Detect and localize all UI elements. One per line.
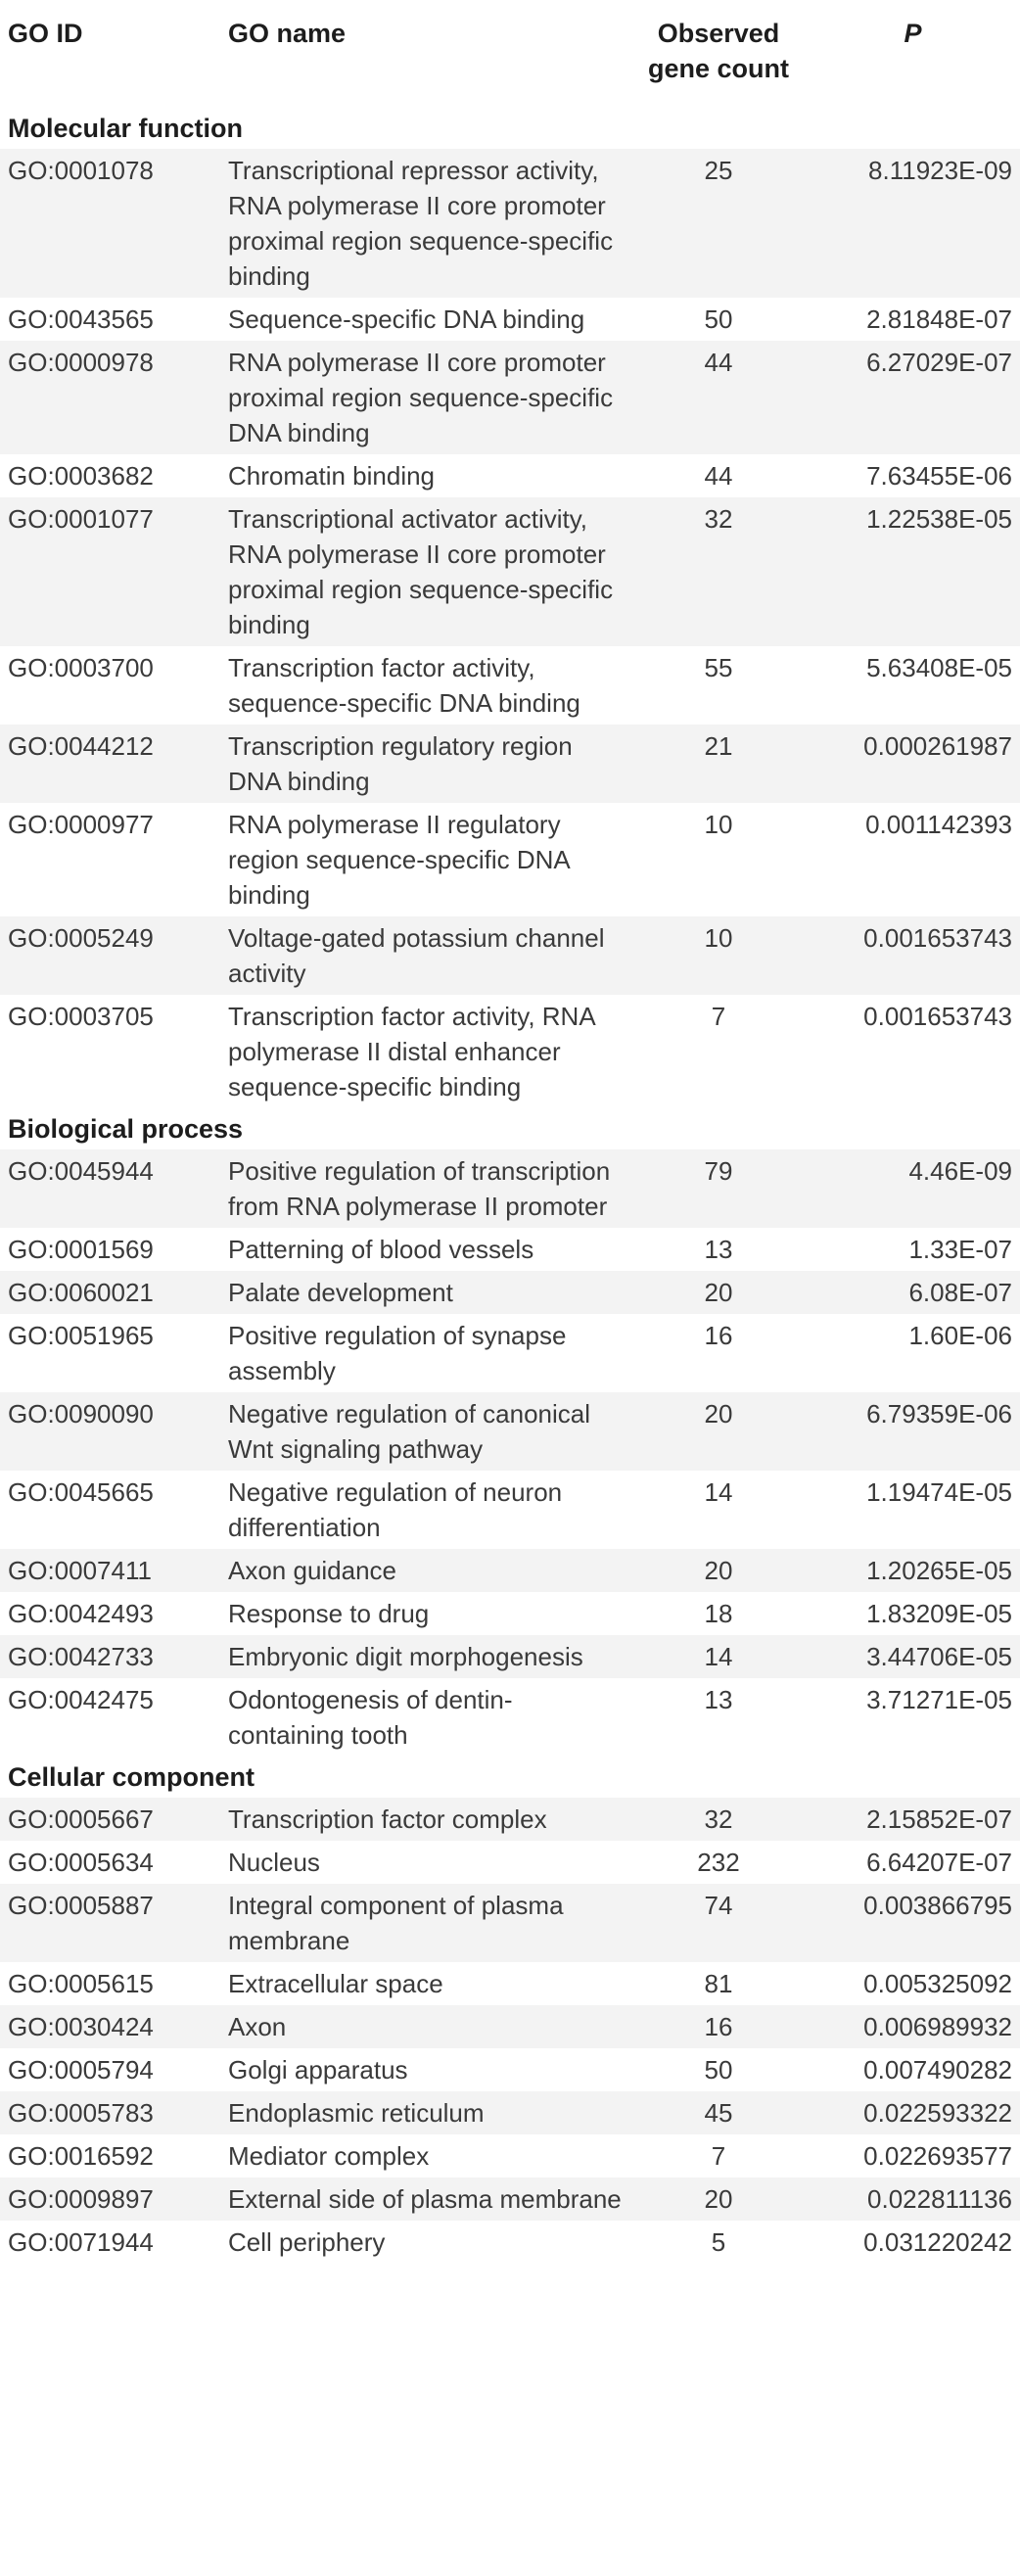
p-value-cell: 1.19474E-05 (806, 1471, 1020, 1549)
go-name-cell: Integral component of plasma membrane (220, 1884, 631, 1962)
p-value-cell: 6.64207E-07 (806, 1841, 1020, 1884)
go-name-cell: Extracellular space (220, 1962, 631, 2005)
table-row (0, 2091, 1020, 2134)
table-row (0, 2178, 1020, 2221)
go-name-cell: Transcription factor activity, RNA polymerase II distal enhancer sequence-specific binding (220, 995, 631, 1108)
table-row (0, 1271, 1020, 1314)
table-row (0, 497, 1020, 646)
table-header (0, 0, 1020, 108)
gene-count-cell: 7 (631, 2134, 806, 2178)
go-name-cell: Axon guidance (220, 1549, 631, 1592)
table-row (0, 2221, 1020, 2264)
table-row (0, 1471, 1020, 1549)
p-value-cell: 1.22538E-05 (806, 497, 1020, 646)
gene-count-cell: 55 (631, 646, 806, 725)
go-name-cell: RNA polymerase II core promoter proximal region sequence-specific DNA binding (220, 341, 631, 454)
gene-count-cell: 50 (631, 2048, 806, 2091)
go-id-cell: GO:0042733 (0, 1635, 220, 1678)
go-id-cell: GO:0005783 (0, 2091, 220, 2134)
table-row (0, 1228, 1020, 1271)
go-name-cell: Negative regulation of canonical Wnt signaling pathway (220, 1392, 631, 1471)
go-id-cell: GO:0007411 (0, 1549, 220, 1592)
table-row (0, 1392, 1020, 1471)
table-row (0, 1549, 1020, 1592)
section-header-row (0, 1756, 1020, 1798)
go-id-cell: GO:0051965 (0, 1314, 220, 1392)
go-name-cell: External side of plasma membrane (220, 2178, 631, 2221)
gene-count-cell: 7 (631, 995, 806, 1108)
go-name-cell: Golgi apparatus (220, 2048, 631, 2091)
p-value-cell: 6.79359E-06 (806, 1392, 1020, 1471)
gene-count-cell: 79 (631, 1149, 806, 1228)
table-row (0, 2005, 1020, 2048)
table-row (0, 1884, 1020, 1962)
gene-count-cell: 20 (631, 1271, 806, 1314)
gene-count-cell: 32 (631, 1798, 806, 1841)
table-row (0, 1592, 1020, 1635)
gene-count-cell: 5 (631, 2221, 806, 2264)
gene-count-cell: 44 (631, 341, 806, 454)
gene-count-cell: 50 (631, 298, 806, 341)
table-row (0, 1962, 1020, 2005)
go-name-cell: Sequence-specific DNA binding (220, 298, 631, 341)
gene-count-cell: 16 (631, 1314, 806, 1392)
go-id-cell: GO:0001077 (0, 497, 220, 646)
gene-count-cell: 13 (631, 1228, 806, 1271)
table-row (0, 725, 1020, 803)
p-value-cell: 1.33E-07 (806, 1228, 1020, 1271)
gene-count-cell: 45 (631, 2091, 806, 2134)
go-name-cell: Transcriptional repressor activity, RNA polymerase II core promoter proximal region sequence-specific binding (220, 149, 631, 298)
p-value-cell: 0.006989932 (806, 2005, 1020, 2048)
gene-count-cell: 14 (631, 1471, 806, 1549)
go-id-cell: GO:0000977 (0, 803, 220, 916)
p-value-cell: 1.83209E-05 (806, 1592, 1020, 1635)
p-value-cell: 7.63455E-06 (806, 454, 1020, 497)
gene-count-cell: 74 (631, 1884, 806, 1962)
table-row (0, 916, 1020, 995)
gene-count-cell: 21 (631, 725, 806, 803)
table-body (0, 108, 1020, 2264)
section-title: Molecular function (8, 114, 244, 143)
go-id-cell: GO:0045665 (0, 1471, 220, 1549)
p-value-cell: 0.003866795 (806, 1884, 1020, 1962)
p-value-cell: 6.08E-07 (806, 1271, 1020, 1314)
gene-count-cell: 16 (631, 2005, 806, 2048)
table-row (0, 1678, 1020, 1756)
table-row (0, 1635, 1020, 1678)
gene-count-cell: 20 (631, 1392, 806, 1471)
go-id-cell: GO:0003700 (0, 646, 220, 725)
gene-count-cell: 10 (631, 916, 806, 995)
table-row (0, 149, 1020, 298)
p-value-cell: 2.15852E-07 (806, 1798, 1020, 1841)
header-row (0, 0, 1020, 108)
go-name-cell: Positive regulation of transcription from RNA polymerase II promoter (220, 1149, 631, 1228)
p-value-cell: 0.000261987 (806, 725, 1020, 803)
gene-count-cell: 81 (631, 1962, 806, 2005)
go-id-cell: GO:0001078 (0, 149, 220, 298)
gene-count-cell: 20 (631, 2178, 806, 2221)
table-row (0, 454, 1020, 497)
p-value-cell: 0.001653743 (806, 916, 1020, 995)
p-value-cell: 0.005325092 (806, 1962, 1020, 2005)
gene-count-cell: 32 (631, 497, 806, 646)
p-value-cell: 0.007490282 (806, 2048, 1020, 2091)
gene-count-cell: 232 (631, 1841, 806, 1884)
go-id-cell: GO:0042475 (0, 1678, 220, 1756)
go-name-cell: Cell periphery (220, 2221, 631, 2264)
go-id-cell: GO:0003682 (0, 454, 220, 497)
go-id-cell: GO:0005634 (0, 1841, 220, 1884)
go-name-cell: Transcription factor activity, sequence-specific DNA binding (220, 646, 631, 725)
header-p-value: P (806, 0, 1020, 108)
header-go-id: GO ID (0, 0, 220, 108)
p-value-cell: 5.63408E-05 (806, 646, 1020, 725)
table-row (0, 1798, 1020, 1841)
table-row (0, 341, 1020, 454)
header-observed-label: Observed gene count (647, 19, 789, 83)
go-id-cell: GO:0043565 (0, 298, 220, 341)
section-header-row (0, 1108, 1020, 1149)
p-value-cell: 2.81848E-07 (806, 298, 1020, 341)
go-id-cell: GO:0042493 (0, 1592, 220, 1635)
go-id-cell: GO:0005667 (0, 1798, 220, 1841)
table-row (0, 803, 1020, 916)
p-value-cell: 1.60E-06 (806, 1314, 1020, 1392)
go-name-cell: Transcription factor complex (220, 1798, 631, 1841)
gene-count-cell: 20 (631, 1549, 806, 1592)
p-value-cell: 3.71271E-05 (806, 1678, 1020, 1756)
p-value-cell: 6.27029E-07 (806, 341, 1020, 454)
go-name-cell: Response to drug (220, 1592, 631, 1635)
p-value-cell: 0.022593322 (806, 2091, 1020, 2134)
go-id-cell: GO:0000978 (0, 341, 220, 454)
go-name-cell: Palate development (220, 1271, 631, 1314)
go-name-cell: Axon (220, 2005, 631, 2048)
table-row (0, 1314, 1020, 1392)
gene-count-cell: 14 (631, 1635, 806, 1678)
go-id-cell: GO:0030424 (0, 2005, 220, 2048)
section-header-row (0, 108, 1020, 149)
p-value-cell: 0.031220242 (806, 2221, 1020, 2264)
go-id-cell: GO:0003705 (0, 995, 220, 1108)
go-id-cell: GO:0009897 (0, 2178, 220, 2221)
go-id-cell: GO:0071944 (0, 2221, 220, 2264)
section-title: Cellular component (8, 1762, 255, 1792)
go-id-cell: GO:0005794 (0, 2048, 220, 2091)
go-id-cell: GO:0044212 (0, 725, 220, 803)
go-name-cell: RNA polymerase II regulatory region sequence-specific DNA binding (220, 803, 631, 916)
table-row (0, 2048, 1020, 2091)
gene-count-cell: 10 (631, 803, 806, 916)
p-value-cell: 0.001142393 (806, 803, 1020, 916)
go-id-cell: GO:0045944 (0, 1149, 220, 1228)
go-id-cell: GO:0005615 (0, 1962, 220, 2005)
gene-count-cell: 25 (631, 149, 806, 298)
go-name-cell: Negative regulation of neuron differentiation (220, 1471, 631, 1549)
go-name-cell: Embryonic digit morphogenesis (220, 1635, 631, 1678)
p-value-cell: 4.46E-09 (806, 1149, 1020, 1228)
table-row (0, 1841, 1020, 1884)
go-name-cell: Voltage-gated potassium channel activity (220, 916, 631, 995)
p-value-cell: 1.20265E-05 (806, 1549, 1020, 1592)
table-row (0, 2134, 1020, 2178)
header-go-name: GO name (220, 0, 631, 108)
gene-count-cell: 44 (631, 454, 806, 497)
go-name-cell: Transcription regulatory region DNA binding (220, 725, 631, 803)
go-id-cell: GO:0016592 (0, 2134, 220, 2178)
p-value-cell: 0.022693577 (806, 2134, 1020, 2178)
go-id-cell: GO:0060021 (0, 1271, 220, 1314)
table-row (0, 995, 1020, 1108)
header-observed-gene-count (631, 0, 806, 108)
gene-count-cell: 18 (631, 1592, 806, 1635)
go-name-cell: Odontogenesis of dentin-containing tooth (220, 1678, 631, 1756)
table-row (0, 1149, 1020, 1228)
go-name-cell: Transcriptional activator activity, RNA polymerase II core promoter proximal region sequence-specific binding (220, 497, 631, 646)
p-value-cell: 0.001653743 (806, 995, 1020, 1108)
p-value-cell: 3.44706E-05 (806, 1635, 1020, 1678)
p-value-cell: 8.11923E-09 (806, 149, 1020, 298)
table-row (0, 298, 1020, 341)
p-value-cell: 0.022811136 (806, 2178, 1020, 2221)
go-id-cell: GO:0005887 (0, 1884, 220, 1962)
go-id-cell: GO:0001569 (0, 1228, 220, 1271)
go-name-cell: Endoplasmic reticulum (220, 2091, 631, 2134)
go-name-cell: Mediator complex (220, 2134, 631, 2178)
go-name-cell: Patterning of blood vessels (220, 1228, 631, 1271)
go-id-cell: GO:0005249 (0, 916, 220, 995)
go-name-cell: Chromatin binding (220, 454, 631, 497)
go-name-cell: Nucleus (220, 1841, 631, 1884)
go-id-cell: GO:0090090 (0, 1392, 220, 1471)
section-title: Biological process (8, 1114, 244, 1144)
go-name-cell: Positive regulation of synapse assembly (220, 1314, 631, 1392)
gene-count-cell: 13 (631, 1678, 806, 1756)
table-row (0, 646, 1020, 725)
